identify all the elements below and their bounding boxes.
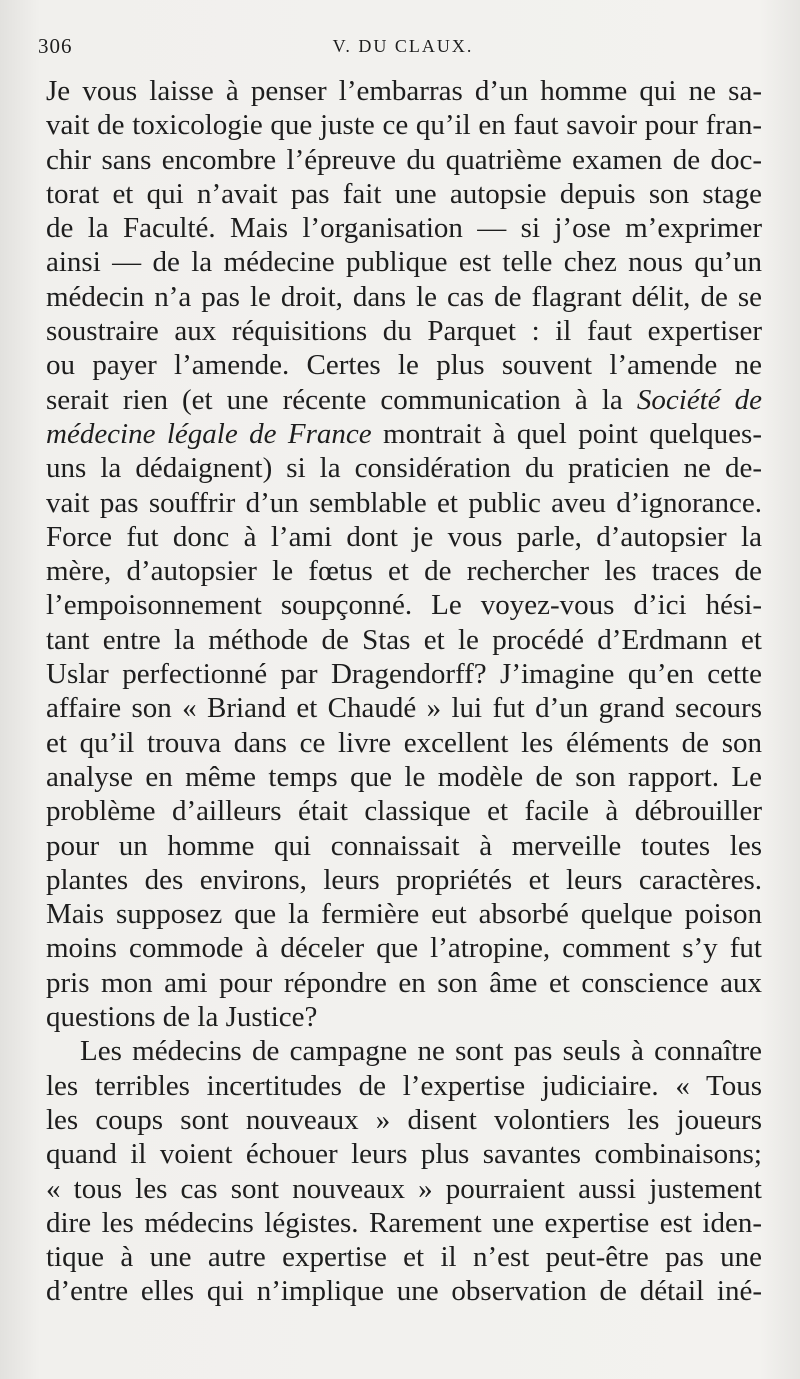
text-line: pris mon ami pour répondre en son âme et conscience aux <box>46 966 762 999</box>
text-line: questions de la Justice? <box>46 1001 318 1034</box>
text-line: Je vous laisse à penser l’embarras d’un homme qui ne sa- <box>46 75 762 107</box>
text-line: « tous les cas sont nouveaux » pourraient aussi justement <box>46 1172 762 1205</box>
text-line: Uslar perfectionné par Dragendorff? J’imagine qu’en cette <box>46 658 762 691</box>
text-line: problème d’ailleurs était classique et facile à débrouiller <box>46 795 762 828</box>
text-line: ainsi — de la médecine publique est telle chez nous qu’un <box>46 246 762 279</box>
text-line: Mais supposez que la fermière eut absorbé quelque poison <box>46 898 762 931</box>
text-line: dire les médecins légistes. Rarement une expertise est iden- <box>46 1206 762 1239</box>
text-line: et qu’il trouva dans ce livre excellent les éléments de son <box>46 726 762 759</box>
text-line: mère, d’autopsier le fœtus et de rechercher les traces de <box>46 555 762 588</box>
text-line: de la Faculté. Mais l’organisation — si j’ose m’exprimer <box>46 212 762 245</box>
text-line: quand il voient échouer leurs plus savantes combinaisons; <box>46 1138 762 1171</box>
paragraph-2 <box>46 1034 762 1308</box>
text-line: d’entre elles qui n’implique une observation de détail iné- <box>46 1275 762 1308</box>
text-line: pour un homme qui connaissait à merveille toutes les <box>46 829 762 862</box>
text-line: tique à une autre expertise et il n’est peut-être pas une <box>46 1241 762 1274</box>
page-header <box>38 34 768 64</box>
text-line: torat et qui n’avait pas fait une autopsie depuis son stage <box>46 177 762 210</box>
paragraph-1 <box>46 74 762 1034</box>
text-line: vait pas souffrir d’un semblable et public aveu d’ignorance. <box>46 486 762 519</box>
text-line: ou payer l’amende. Certes le plus souvent l’amende ne <box>46 349 762 382</box>
running-head: V. DU CLAUX. <box>332 36 474 56</box>
text-line: médecin n’a pas le droit, dans le cas de flagrant délit, de se <box>46 280 762 313</box>
text-line: les coups sont nouveaux » disent volontiers les joueurs <box>46 1103 762 1136</box>
text-line: les terribles incertitudes de l’expertise judiciaire. « Tous <box>46 1069 762 1102</box>
text-line: Force fut donc à l’ami dont je vous parle, d’autopsier la <box>46 520 762 553</box>
text-line: serait rien (et une récente communication à la Société de <box>46 383 762 416</box>
text-line: analyse en même temps que le modèle de son rapport. Le <box>46 760 762 793</box>
text-line: l’empoisonnement soupçonné. Le voyez-vous d’ici hési- <box>46 589 762 622</box>
text-line: uns la dédaignent) si la considération du praticien ne de- <box>46 452 762 485</box>
text-line: médecine légale de France montrait à quel point quelques- <box>46 417 762 450</box>
text-line: tant entre la méthode de Stas et le procédé d’Erdmann et <box>46 623 762 656</box>
text-line: affaire son « Briand et Chaudé » lui fut d’un grand secours <box>46 692 762 725</box>
text-line: Les médecins de campagne ne sont pas seuls à connaître <box>80 1035 762 1068</box>
page-number: 306 <box>38 34 73 58</box>
body-text <box>46 74 762 1309</box>
text-line: soustraire aux réquisitions du Parquet : il faut expertiser <box>46 315 762 348</box>
text-line: vait de toxicologie que juste ce qu’il en faut savoir pour fran- <box>46 109 762 142</box>
text-line: plantes des environs, leurs propriétés et leurs caractères. <box>46 863 762 896</box>
text-line: chir sans encombre l’épreuve du quatrième examen de doc- <box>46 143 762 176</box>
text-line: moins commode à déceler que l’atropine, comment s’y fut <box>46 932 762 965</box>
